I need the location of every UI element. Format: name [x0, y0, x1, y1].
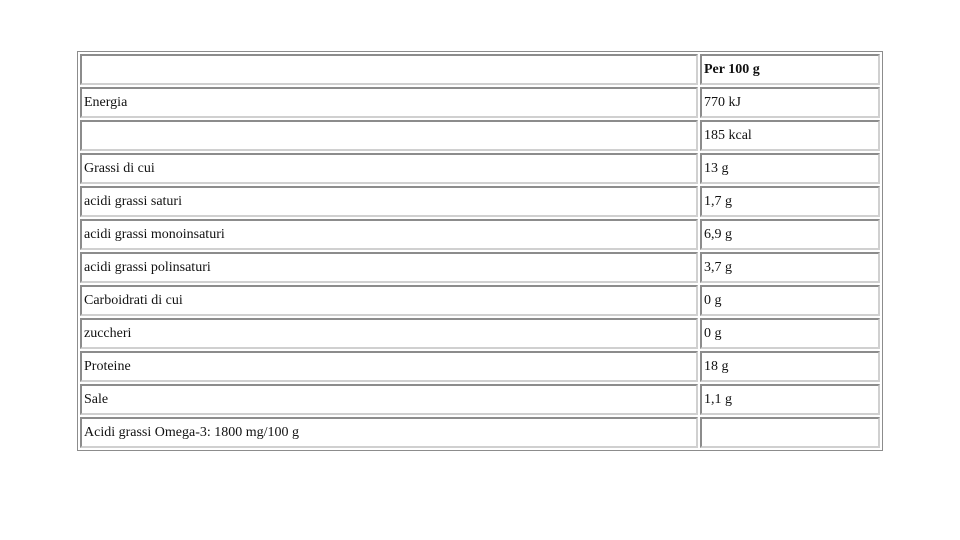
table-row — [80, 252, 880, 283]
table-row — [80, 417, 880, 448]
nutrient-value: 3,7 g — [700, 252, 880, 283]
nutrient-label: Carboidrati di cui — [80, 285, 698, 316]
table-row — [80, 318, 880, 349]
nutrient-value: 0 g — [700, 318, 880, 349]
header-label-cell — [80, 54, 698, 85]
nutrient-label: Grassi di cui — [80, 153, 698, 184]
nutrient-label: Energia — [80, 87, 698, 118]
nutrient-value: 18 g — [700, 351, 880, 382]
nutrient-value — [700, 417, 880, 448]
nutrition-table — [77, 51, 883, 451]
nutrient-value: 1,7 g — [700, 186, 880, 217]
nutrient-value: 770 kJ — [700, 87, 880, 118]
nutrient-label — [80, 120, 698, 151]
table-row — [80, 153, 880, 184]
nutrient-label: zuccheri — [80, 318, 698, 349]
table-row — [80, 120, 880, 151]
table-row — [80, 384, 880, 415]
nutrient-label: acidi grassi monoinsaturi — [80, 219, 698, 250]
nutrient-label: Sale — [80, 384, 698, 415]
nutrient-value: 1,1 g — [700, 384, 880, 415]
table-header-row — [80, 54, 880, 85]
nutrient-value: 6,9 g — [700, 219, 880, 250]
nutrient-label: Proteine — [80, 351, 698, 382]
table-row — [80, 351, 880, 382]
nutrient-label: acidi grassi saturi — [80, 186, 698, 217]
nutrient-value: 0 g — [700, 285, 880, 316]
nutrient-value: 13 g — [700, 153, 880, 184]
table-row — [80, 87, 880, 118]
nutrient-label: acidi grassi polinsaturi — [80, 252, 698, 283]
nutrient-value: 185 kcal — [700, 120, 880, 151]
table-row — [80, 285, 880, 316]
nutrient-label: Acidi grassi Omega-3: 1800 mg/100 g — [80, 417, 698, 448]
table-row — [80, 219, 880, 250]
header-value-cell: Per 100 g — [700, 54, 880, 85]
table-row — [80, 186, 880, 217]
